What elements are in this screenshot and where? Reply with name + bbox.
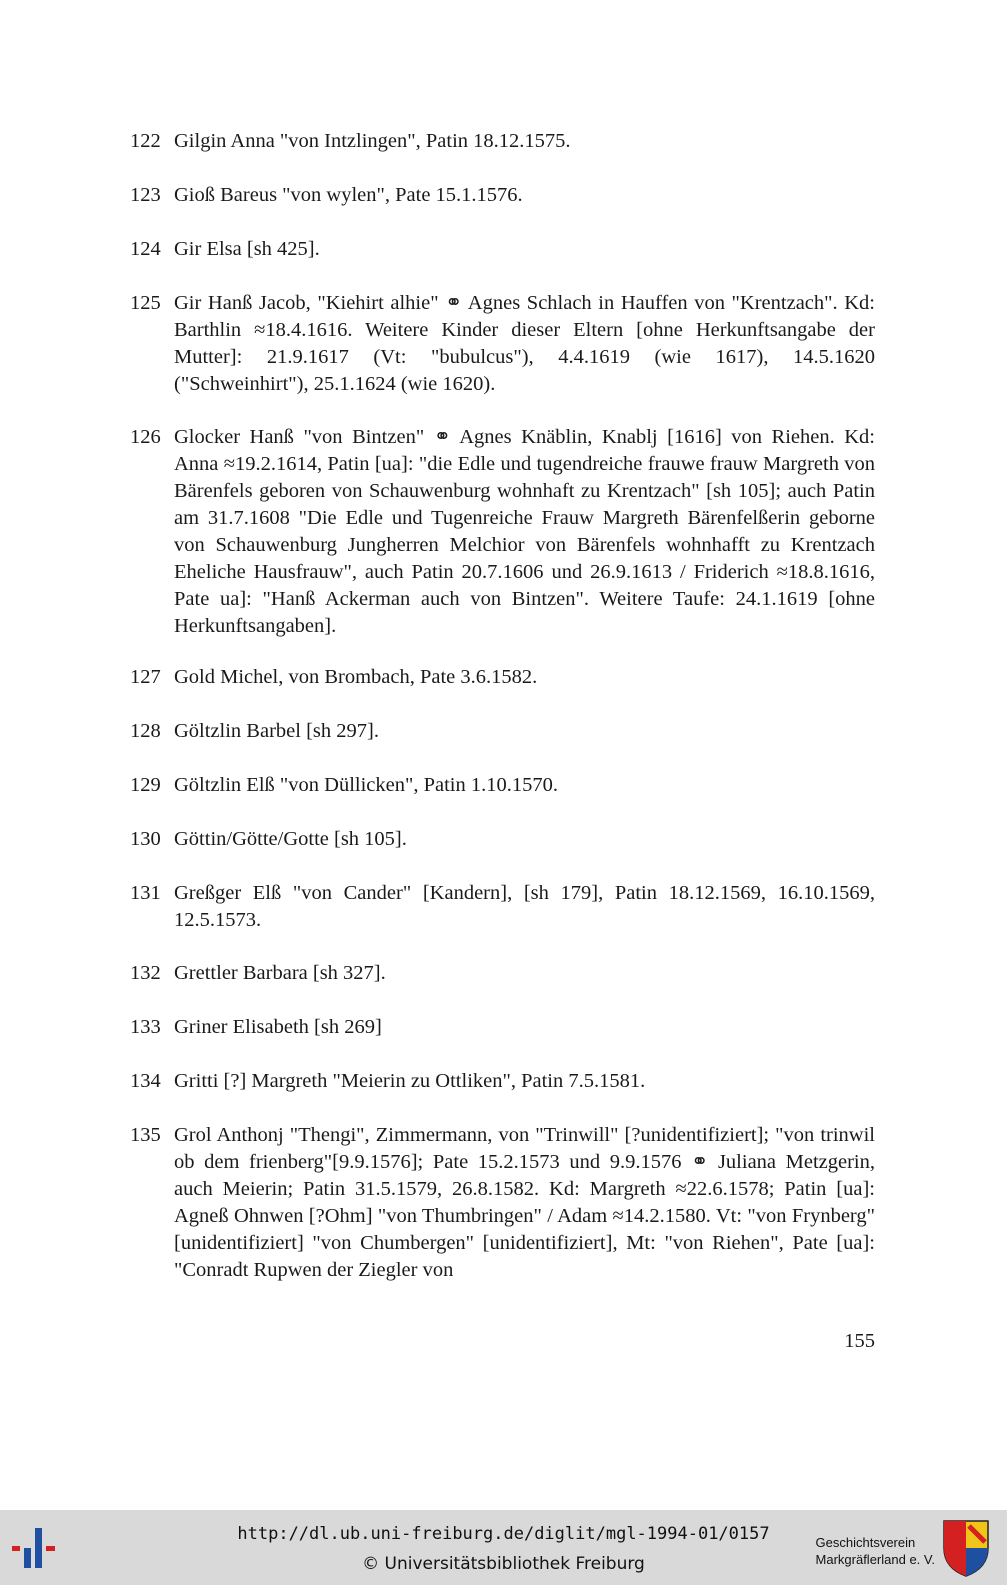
- entry-number: 124: [130, 238, 161, 260]
- entry-131: [130, 880, 875, 934]
- entry-number: 122: [130, 130, 161, 152]
- entry-126: [130, 424, 875, 640]
- entry-text: Gritti [?] Margreth "Meierin zu Ottliken", Patin 7.5.1581.: [174, 1070, 646, 1092]
- entry-text: Glocker Hanß "von Bintzen" ⚭ Agnes Knäblin, Knablj [1616] von Riehen. Kd: Anna ≈19.2.1614, Patin [ua]: "die Edle und tugendreiche frauwe frauw Margreth von Bärenfels geboren von Schauwenburg wohnhaft zu Krentzach" [sh 105]; auch Patin am 31.7.1608 "Die Edle und Tugenreiche Frauw Margreth Bärenfelßerin geborne von Schauwenburg Jungherren Melchior von Bärenfels wohnhafft zu Krentzach Eheliche Hausfrauw", auch Patin 20.7.1606 und 26.9.1613 / Friderich ≈18.8.1616, Pate ua]: "Hanß Ackerman auch von Bintzen". Weitere Taufe: 24.1.1619 [ohne Herkunftsangaben].: [174, 426, 875, 637]
- entry-number: 133: [130, 1016, 161, 1038]
- coat-of-arms-icon: [941, 1518, 991, 1578]
- entry-number: 129: [130, 774, 161, 796]
- entry-number: 128: [130, 720, 161, 742]
- entry-text: Göttin/Götte/Gotte [sh 105].: [174, 828, 407, 850]
- entry-text: Greßger Elß "von Cander" [Kandern], [sh 179], Patin 18.12.1569, 16.10.1569, 12.5.1573.: [174, 882, 875, 931]
- entry-number: 131: [130, 882, 161, 904]
- copyright-text: © Universitätsbibliothek Freiburg: [362, 1554, 645, 1574]
- entry-number: 134: [130, 1070, 161, 1092]
- entry-text: Gir Elsa [sh 425].: [174, 238, 320, 260]
- entry-130: [130, 826, 875, 853]
- entry-129: [130, 772, 875, 799]
- entry-text: Göltzlin Barbel [sh 297].: [174, 720, 379, 742]
- entry-number: 132: [130, 962, 161, 984]
- entry-number: 123: [130, 184, 161, 206]
- entry-123: [130, 182, 875, 209]
- entry-122: [130, 128, 875, 155]
- entry-text: Grol Anthonj "Thengi", Zimmermann, von "Trinwill" [?unidentifiziert]; "von trinwil ob dem frienberg"[9.9.1576]; Pate 15.2.1573 und 9.9.1576 ⚭ Juliana Metzgerin, auch Meierin; Patin 31.5.1579, 26.8.1582. Kd: Margreth ≈22.6.1578; Patin [ua]: Agneß Ohnwen [?Ohm] "von Thumbringen" / Adam ≈14.2.1580. Vt: "von Frynberg" [unidentifiziert] "von Chumbergen" [unidentifiziert], Mt: "von Riehen", Pate [ua]: "Conradt Rupwen der Ziegler von: [174, 1124, 875, 1281]
- entry-text: Gilgin Anna "von Intzlingen", Patin 18.12.1575.: [174, 130, 571, 152]
- entry-135: [130, 1122, 875, 1284]
- source-url[interactable]: http://dl.ub.uni-freiburg.de/diglit/mgl-1994-01/0157: [237, 1524, 770, 1544]
- entry-text: Gioß Bareus "von wylen", Pate 15.1.1576.: [174, 184, 523, 206]
- entry-125: [130, 290, 875, 398]
- entry-134: [130, 1068, 875, 1095]
- entry-text: Grettler Barbara [sh 327].: [174, 962, 386, 984]
- entry-text: Griner Elisabeth [sh 269]: [174, 1016, 382, 1038]
- society-name: [816, 1534, 935, 1568]
- entry-text: Göltzlin Elß "von Düllicken", Patin 1.10.1570.: [174, 774, 558, 796]
- entry-number: 130: [130, 828, 161, 850]
- entry-number: 127: [130, 666, 161, 688]
- entry-128: [130, 718, 875, 745]
- page-number: 155: [844, 1330, 875, 1352]
- entry-number: 126: [130, 426, 161, 448]
- footer-bar: [0, 1510, 1007, 1585]
- society-line-2: Markgräflerland e. V.: [815, 1552, 935, 1567]
- entry-132: [130, 960, 875, 987]
- entry-124: [130, 236, 875, 263]
- entry-number: 135: [130, 1124, 161, 1146]
- entry-text: Gir Hanß Jacob, "Kiehirt alhie" ⚭ Agnes Schlach in Hauffen von "Krentzach". Kd: Barthlin ≈18.4.1616. Weitere Kinder dieser Eltern [ohne Herkunftsangabe der Mutter]: 21.9.1617 (Vt: "bubulcus"), 4.4.1619 (wie 1617), 14.5.1620 ("Schweinhirt"), 25.1.1624 (wie 1620).: [174, 292, 875, 395]
- entry-text: Gold Michel, von Brombach, Pate 3.6.1582.: [174, 666, 538, 688]
- society-line-1: Geschichtsverein: [815, 1535, 916, 1550]
- entry-127: [130, 664, 875, 691]
- entry-133: [130, 1014, 875, 1041]
- entry-number: 125: [130, 292, 161, 314]
